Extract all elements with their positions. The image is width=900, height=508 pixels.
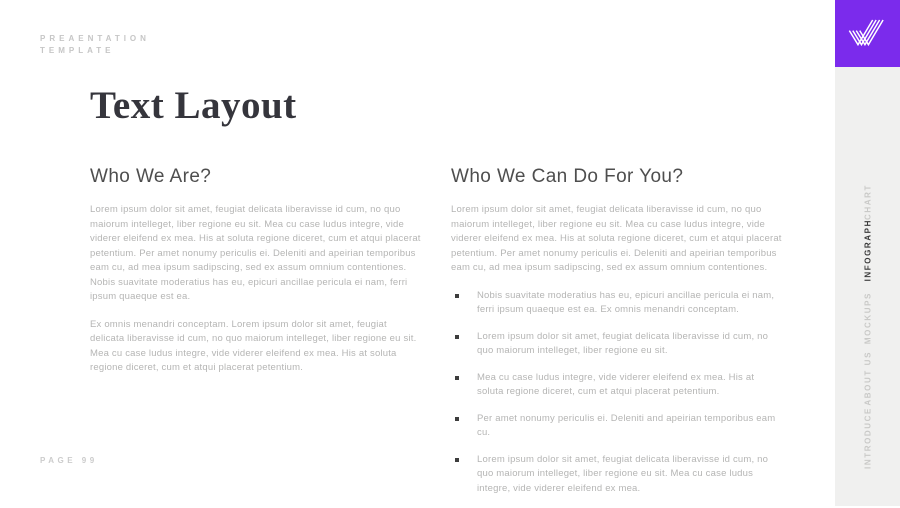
list-item bbox=[451, 412, 782, 441]
bullet-list bbox=[451, 289, 782, 497]
right-column-heading: Who We Can Do For You? bbox=[451, 166, 684, 187]
left-paragraph-2: Ex omnis menandri conceptam. Lorem ipsum dolor sit amet, feugiat delicata liberavisse id cum, no quo maiorum intelleget, liber regione eu sit. Mea cu case ludus integre, vide viderer eleifend ex mea. His at soluta regione diceret, cum et atqui placerat petentium. bbox=[90, 318, 417, 373]
bullet-text: Nobis suavitate moderatius has eu, epicuri ancillae pericula ei nam, ferri ipsum quaeque est ea. Ex omnis menandri conceptam. bbox=[477, 289, 775, 315]
brand-label-line2: TEMPLATE bbox=[40, 46, 115, 55]
page-title: Text Layout bbox=[90, 84, 297, 127]
rail-item-introduce[interactable]: INTRODUCE bbox=[863, 407, 872, 469]
square-bullet-icon bbox=[455, 417, 459, 421]
square-bullet-icon bbox=[455, 376, 459, 380]
page-number: PAGE 99 bbox=[40, 456, 98, 465]
brand-label-line1: PREAENTATION bbox=[40, 34, 150, 43]
bullet-text: Per amet nonumy periculis ei. Deleniti and apeirian temporibus eam cu. bbox=[477, 412, 776, 438]
rail-item-mockups[interactable]: MOCKUPS bbox=[863, 292, 872, 345]
list-item bbox=[451, 453, 782, 497]
left-paragraph-1: Lorem ipsum dolor sit amet, feugiat delicata liberavisse id cum, no quo maiorum intelleget, liber regione eu sit. Mea cu case ludus integre, vide viderer eleifend ex mea. His at soluta regione diceret, cum et atqui placerat petentium. Per amet nonumy periculis ei. Deleniti and apeirian temporibus eam cu, ad mea ipsum sadipscing, sed ex assum omnium contentiones. Nobis suavitate moderatius has eu, epicuri ancillae pericula ei nam, ferri ipsum quaeque est ea. bbox=[90, 204, 421, 302]
square-bullet-icon bbox=[455, 458, 459, 462]
logo-block bbox=[835, 0, 900, 67]
bullet-text: Mea cu case ludus integre, vide viderer eleifend ex mea. His at soluta regione diceret, cum et atqui placerat petentium. bbox=[477, 371, 755, 397]
column-who-we-are bbox=[90, 166, 421, 508]
square-bullet-icon bbox=[455, 335, 459, 339]
rail-item-infograph[interactable]: INFOGRAPH bbox=[863, 219, 872, 282]
brand-label bbox=[40, 33, 150, 57]
left-column-heading: Who We Are? bbox=[90, 166, 212, 187]
bullet-text: Lorem ipsum dolor sit amet, feugiat delicata liberavisse id cum, no quo maiorum intelleget, liber regione eu sit. bbox=[477, 330, 769, 356]
rail-item-aboutus[interactable]: ABOUT US bbox=[863, 351, 872, 406]
side-nav-rail bbox=[835, 0, 900, 506]
list-item bbox=[451, 330, 782, 359]
list-item bbox=[451, 371, 782, 400]
column-what-we-do bbox=[451, 166, 782, 508]
hatched-v-stripes-logo-icon bbox=[848, 17, 888, 51]
bullet-text: Lorem ipsum dolor sit amet, feugiat delicata liberavisse id cum, no quo maiorum intelleget, liber regione eu sit. Mea cu case ludus integre, vide viderer eleifend ex mea. bbox=[477, 453, 769, 494]
right-intro-paragraph: Lorem ipsum dolor sit amet, feugiat delicata liberavisse id cum, no quo maiorum intelleget, liber regione eu sit. Mea cu case ludus integre, vide viderer eleifend ex mea. His at soluta regione diceret, cum et atqui placerat petentium. Per amet nonumy periculis ei. Deleniti and apeirian temporibus eam cu, ad mea ipsum sadipscing, sed ex assum omnium contentiones. bbox=[451, 204, 782, 273]
content-columns bbox=[90, 166, 782, 508]
rail-item-chart[interactable]: CHART bbox=[863, 184, 872, 220]
list-item bbox=[451, 289, 782, 318]
square-bullet-icon bbox=[455, 294, 459, 298]
